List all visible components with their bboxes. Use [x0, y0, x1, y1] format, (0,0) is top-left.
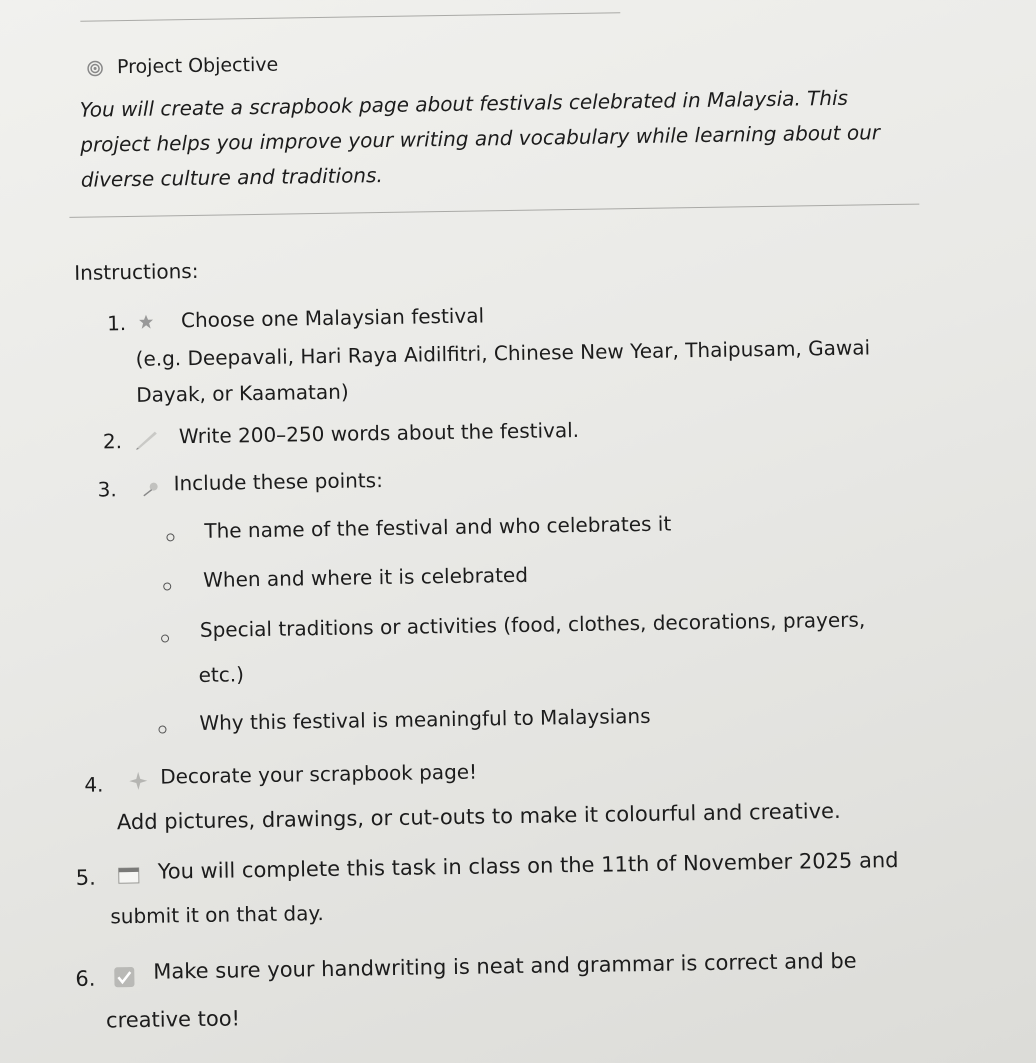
- star-icon: [138, 314, 154, 334]
- objective-line-3: diverse culture and traditions.: [80, 163, 383, 192]
- item-2-number: 2.: [102, 429, 123, 454]
- point-bullet: [163, 582, 171, 590]
- item-5-number: 5.: [75, 865, 97, 890]
- item-1-number: 1.: [106, 311, 127, 336]
- item-3-line-1: Include these points:: [173, 468, 384, 496]
- item-1-line-3: Dayak, or Kaamatan): [136, 379, 349, 407]
- point-4-line-1: Why this festival is meaningful to Malaysians: [199, 703, 651, 735]
- point-3-line-1: Special traditions or activities (food, clothes, decorations, prayers,: [199, 607, 866, 642]
- item-4-line-1: Decorate your scrapbook page!: [160, 759, 478, 789]
- point-3-line-2: etc.): [198, 662, 245, 687]
- item-1-line-2: (e.g. Deepavali, Hari Raya Aidilfitri, Chinese New Year, Thaipusam, Gawai: [135, 335, 871, 371]
- point-bullet: [158, 725, 166, 733]
- item-4-line-2: Add pictures, drawings, or cut-outs to make it colourful and creative.: [116, 798, 841, 835]
- objective-divider: [69, 204, 919, 218]
- item-4-number: 4.: [84, 772, 104, 797]
- point-bullet: [161, 634, 169, 642]
- item-5-line-2: submit it on that day.: [110, 901, 324, 929]
- sparkle-icon: [128, 771, 148, 795]
- item-3-number: 3.: [97, 477, 117, 502]
- item-1-line-1: Choose one Malaysian festival: [180, 303, 485, 333]
- item-6-line-1: Make sure your handwriting is neat and grammar is correct and be: [153, 948, 857, 984]
- top-divider: [80, 12, 620, 21]
- checkbox-icon: [113, 966, 135, 992]
- item-5-line-1: You will complete this task in class on the 11th of November 2025 and: [157, 847, 899, 884]
- objective-heading: Project Objective: [116, 53, 279, 79]
- item-2-line-1: Write 200–250 words about the festival.: [178, 417, 580, 449]
- instructions-heading: Instructions:: [74, 258, 199, 285]
- pencil-icon: [135, 430, 159, 454]
- point-1-line-1: The name of the festival and who celebrates it: [204, 511, 672, 543]
- objective-line-2: project helps you improve your writing and vocabulary while learning about our: [80, 120, 881, 157]
- item-6-number: 6.: [75, 966, 96, 991]
- point-bullet: [166, 533, 174, 541]
- calendar-icon: [118, 866, 140, 888]
- point-2-line-1: When and where it is celebrated: [202, 562, 529, 592]
- target-icon: [87, 60, 103, 80]
- objective-line-1: You will create a scrapbook page about festivals celebrated in Malaysia. This: [79, 85, 849, 122]
- pin-icon: [142, 481, 162, 501]
- item-6-line-2: creative too!: [105, 1006, 241, 1033]
